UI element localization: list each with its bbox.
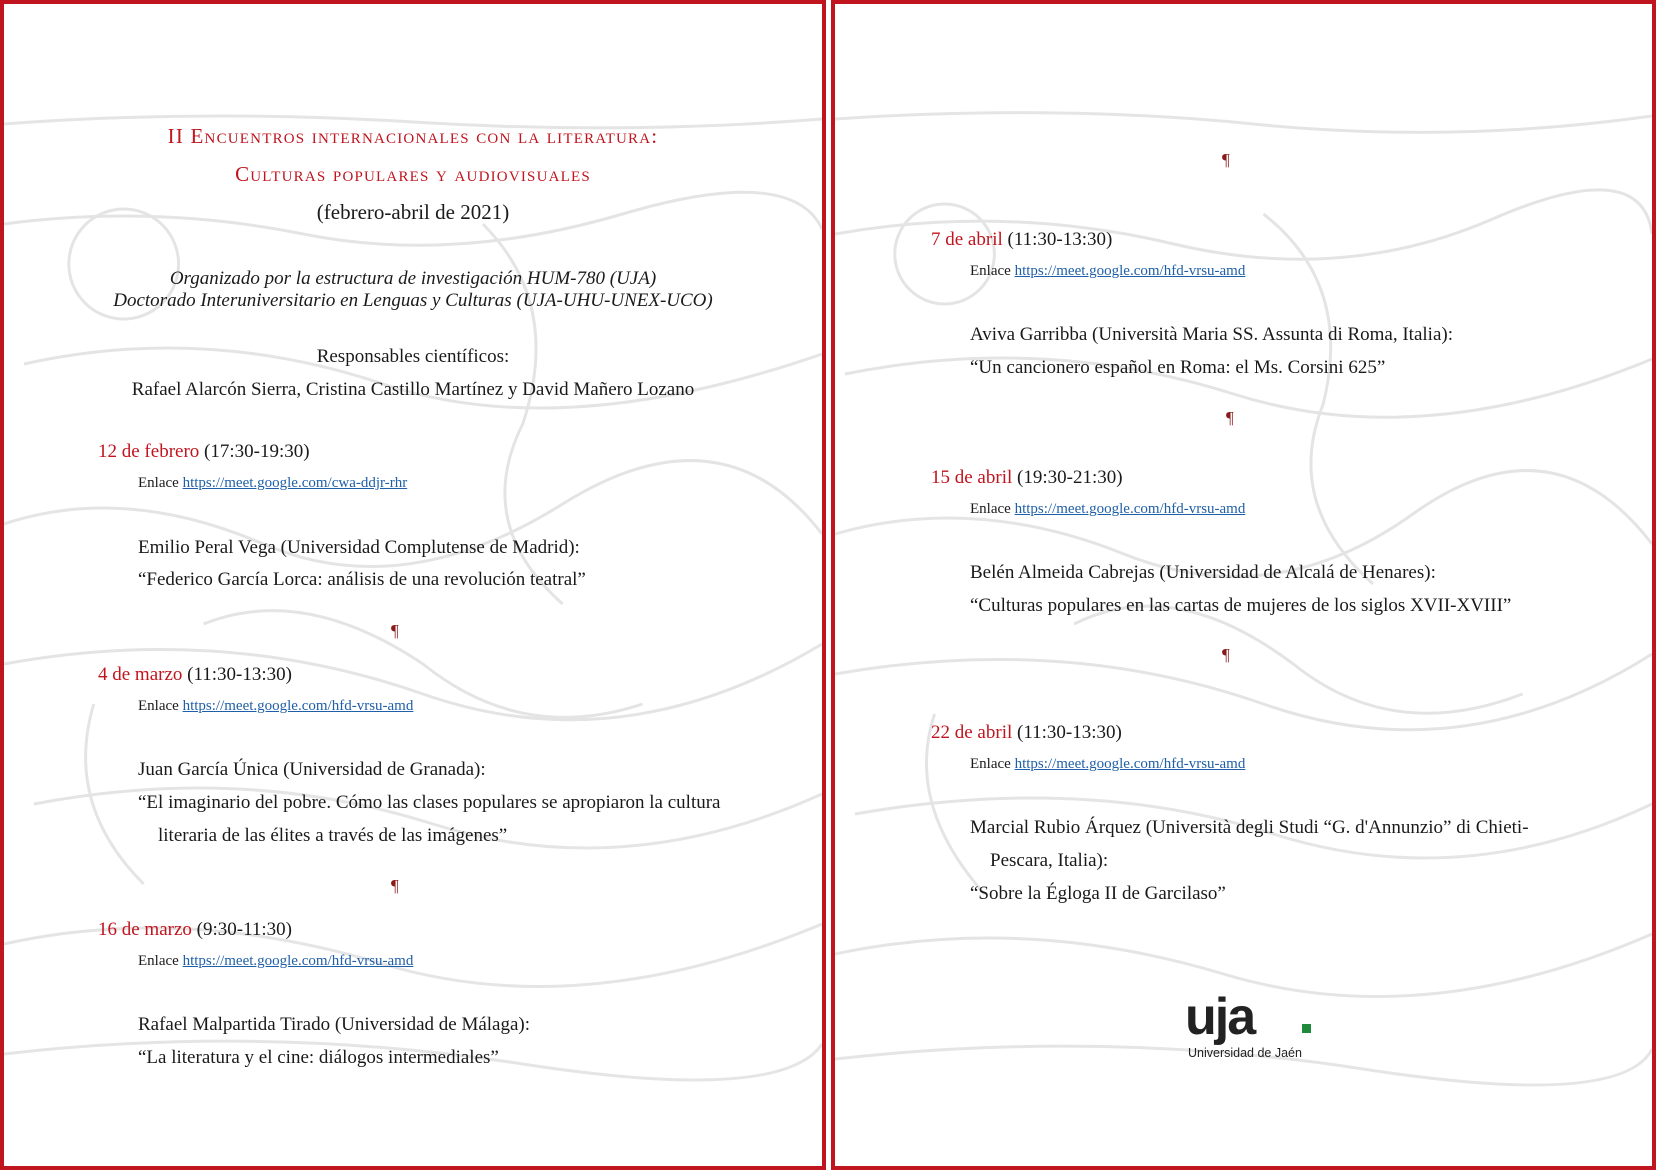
talk-title: “Federico García Lorca: análisis de una revolución teatral” [138, 569, 586, 590]
link-label: Enlace [138, 953, 183, 969]
meet-link[interactable]: https://meet.google.com/hfd-vrsu-amd [182, 698, 414, 714]
talk-title: “Culturas populares en las cartas de mujeres de los siglos XVII-XVIII” [970, 595, 1512, 616]
session-time: (11:30-13:30) [182, 664, 292, 685]
talk-title: “El imaginario del pobre. Cómo las clases populares se apropiaron la cultura [138, 792, 721, 813]
meet-link[interactable]: https://meet.google.com/hfd-vrsu-amd [1014, 263, 1246, 279]
speaker: Emilio Peral Vega (Universidad Complutense de Madrid): [138, 537, 580, 558]
meet-link[interactable]: https://meet.google.com/cwa-ddjr-rhr [182, 475, 408, 491]
session-link-row [138, 698, 413, 715]
talk-title: “La literatura y el cine: diálogos intermediales” [138, 1047, 499, 1068]
session-time: (11:30-13:30) [1002, 229, 1113, 250]
pilcrow-mark: ¶ [1222, 150, 1230, 169]
event-title-line2: Culturas populares y audiovisuales [235, 162, 591, 186]
session-heading [931, 229, 1112, 251]
pilcrow-mark: ¶ [1226, 408, 1234, 427]
session-time: (19:30-21:30) [1012, 467, 1123, 488]
link-label: Enlace [138, 475, 183, 491]
session-link-row [970, 756, 1245, 773]
speaker: Aviva Garribba (Università Maria SS. Assunta di Roma, Italia): [970, 324, 1453, 345]
pilcrow-mark: ¶ [391, 621, 399, 640]
speaker-continued: Pescara, Italia): [990, 850, 1109, 871]
session-date: 15 de abril [931, 467, 1013, 488]
page-left [0, 0, 826, 1170]
event-title-line1: II Encuentros internacionales con la literatura: [167, 124, 659, 148]
pilcrow-mark: ¶ [1222, 645, 1230, 664]
session-heading [98, 441, 310, 463]
talk-title-continued: literaria de las élites a través de las imágenes” [158, 825, 508, 846]
organizer-line1: Organizado por la estructura de investigación HUM-780 (UJA) [169, 268, 657, 289]
uja-logo [1185, 994, 1315, 1064]
session-link-row [138, 475, 407, 492]
speaker: Juan García Única (Universidad de Granada): [138, 759, 486, 780]
event-dates: (febrero-abril de 2021) [316, 200, 510, 224]
session-date: 12 de febrero [98, 441, 200, 462]
uja-logo-caption: Universidad de Jaén [1188, 1046, 1302, 1060]
link-label: Enlace [970, 756, 1015, 772]
link-label: Enlace [970, 263, 1015, 279]
session-heading [98, 919, 292, 941]
pilcrow-mark: ¶ [391, 876, 399, 895]
link-label: Enlace [970, 501, 1015, 517]
session-link-row [138, 953, 413, 970]
uja-logo-mark [1185, 994, 1315, 1064]
session-heading [931, 722, 1122, 744]
speaker: Marcial Rubio Árquez (Università degli Studi “G. d'Annunzio” di Chieti- [970, 817, 1529, 838]
meet-link[interactable]: https://meet.google.com/hfd-vrsu-amd [182, 953, 414, 969]
link-label: Enlace [138, 698, 183, 714]
talk-title: “Un cancionero español en Roma: el Ms. Corsini 625” [970, 357, 1386, 378]
responsables-label: Responsables científicos: [316, 346, 510, 367]
meet-link[interactable]: https://meet.google.com/hfd-vrsu-amd [1014, 501, 1246, 517]
session-heading [931, 467, 1123, 489]
session-time: (9:30-11:30) [191, 919, 292, 940]
session-date: 22 de abril [931, 722, 1013, 743]
session-date: 4 de marzo [98, 664, 183, 685]
speaker: Rafael Malpartida Tirado (Universidad de Málaga): [138, 1014, 531, 1035]
session-date: 16 de marzo [98, 919, 192, 940]
logo-green-dot [1302, 1024, 1311, 1033]
session-link-row [970, 501, 1245, 518]
session-date: 7 de abril [931, 229, 1003, 250]
session-time: (11:30-13:30) [1012, 722, 1122, 743]
session-time: (17:30-19:30) [199, 441, 310, 462]
organizer-line2: Doctorado Interuniversitario en Lenguas y Culturas (UJA-UHU-UNEX-UCO) [113, 290, 713, 311]
talk-title: “Sobre la Égloga II de Garcilaso” [970, 883, 1226, 904]
meet-link[interactable]: https://meet.google.com/hfd-vrsu-amd [1014, 756, 1246, 772]
session-heading [98, 664, 292, 686]
speaker: Belén Almeida Cabrejas (Universidad de Alcalá de Henares): [970, 562, 1436, 583]
responsables-names: Rafael Alarcón Sierra, Cristina Castillo Martínez y David Mañero Lozano [131, 379, 695, 400]
session-link-row [970, 263, 1245, 280]
uja-logo-letters: uja [1185, 994, 1255, 1046]
